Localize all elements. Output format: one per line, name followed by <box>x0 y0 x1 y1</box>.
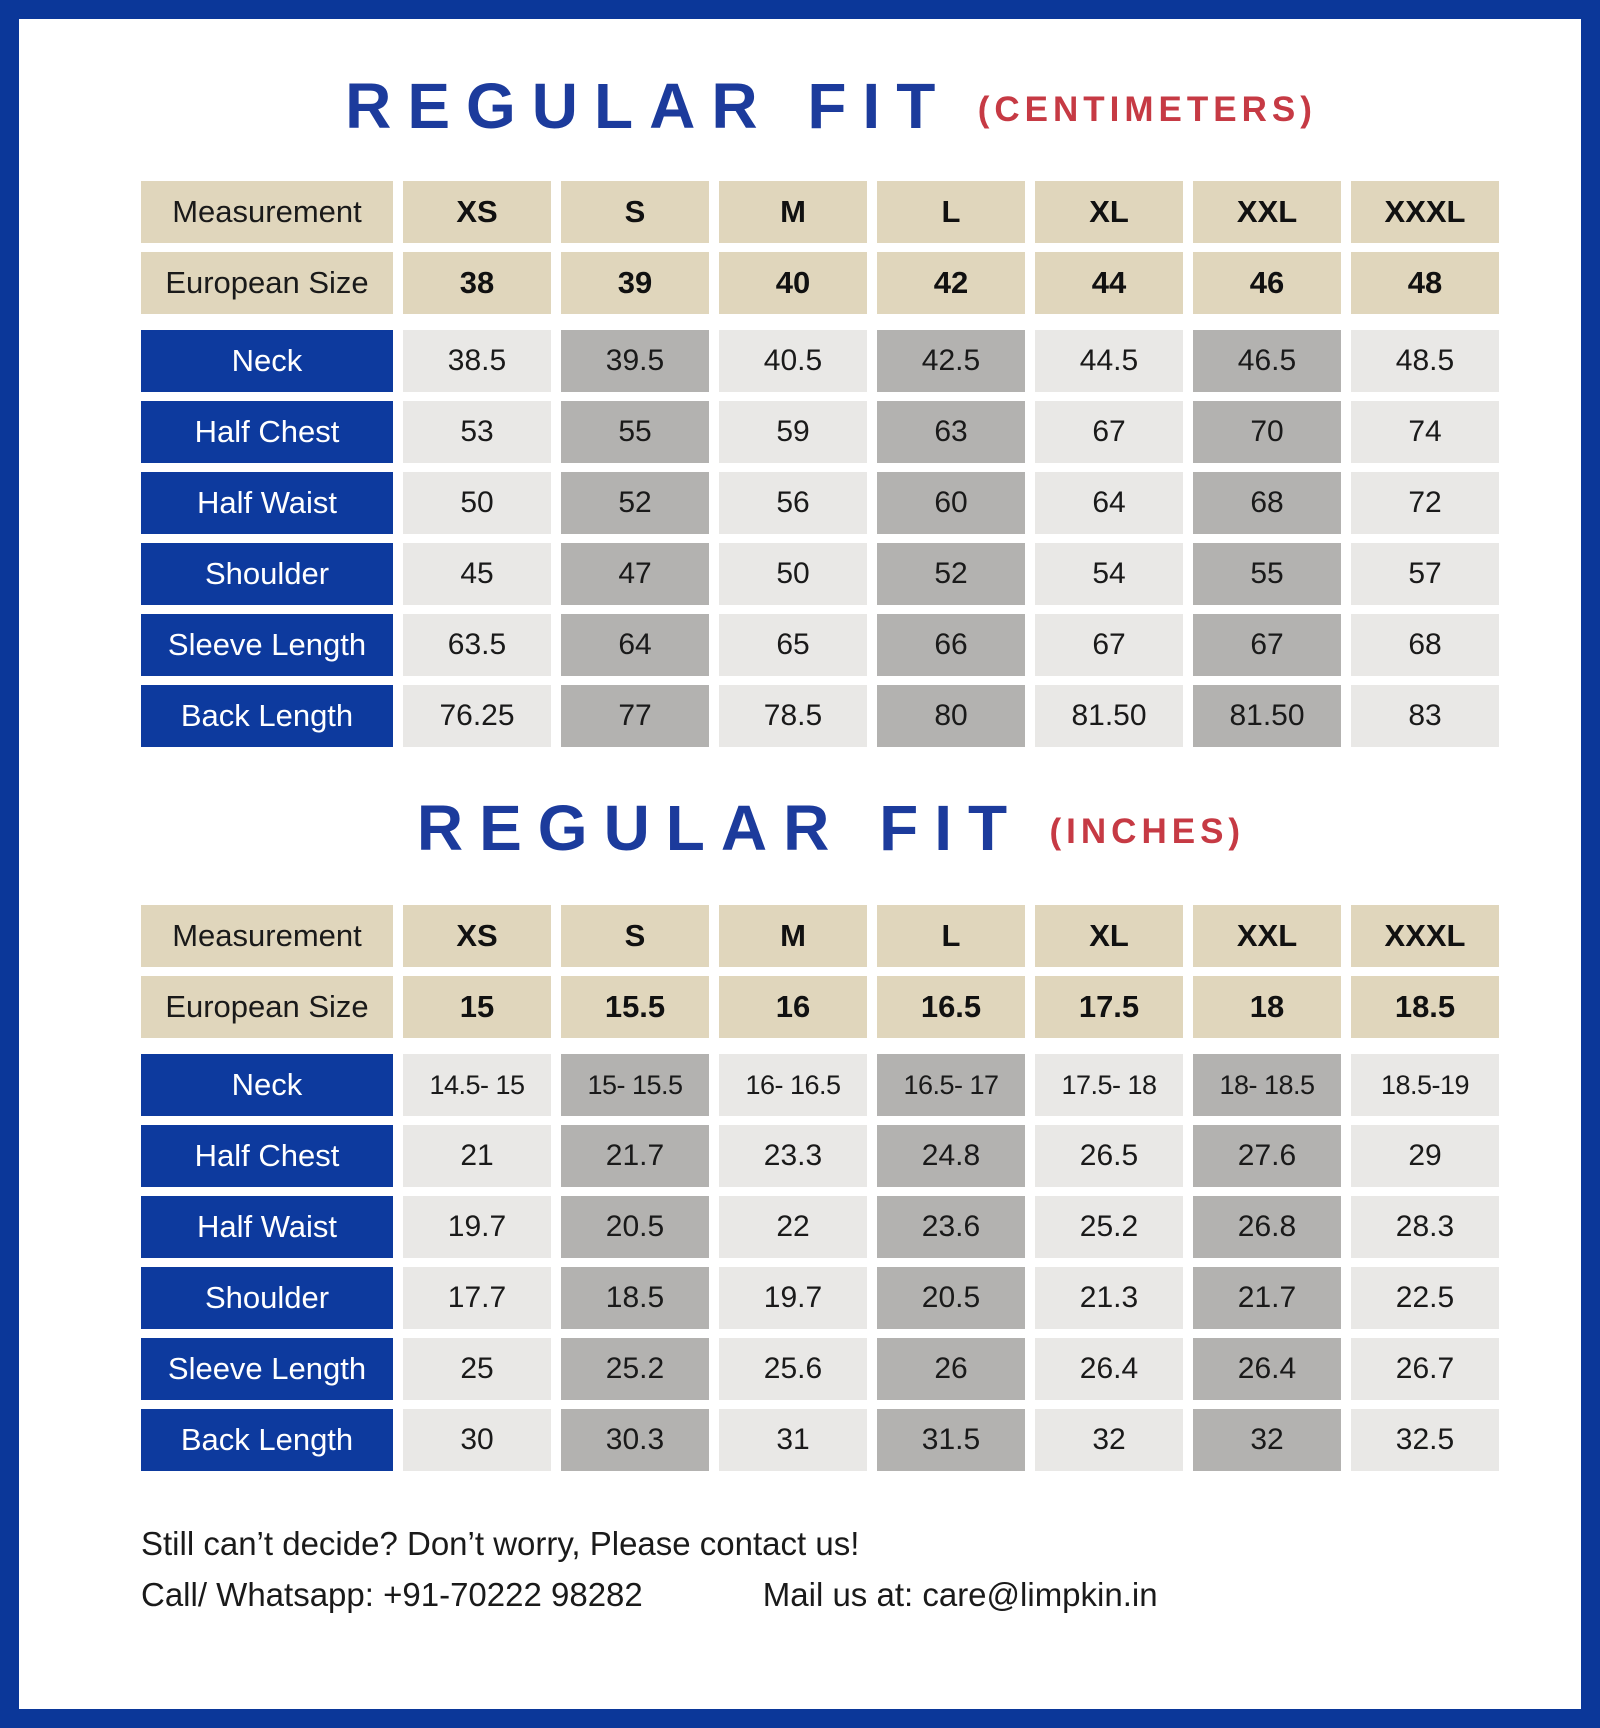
value-cell: 31 <box>719 1409 867 1471</box>
value-cell: 52 <box>877 543 1025 605</box>
value-cell: 32 <box>1193 1409 1341 1471</box>
value-cell: 20.5 <box>877 1267 1025 1329</box>
value-cell: 40.5 <box>719 330 867 392</box>
value-cell: 46.5 <box>1193 330 1341 392</box>
european-size-cell: 15 <box>403 976 551 1038</box>
value-cell: 68 <box>1193 472 1341 534</box>
value-cell: 68 <box>1351 614 1499 676</box>
value-cell: 50 <box>719 543 867 605</box>
value-cell: 52 <box>561 472 709 534</box>
cm-title: REGULAR FIT <box>345 70 952 142</box>
measurement-row-label: Half Chest <box>141 1125 393 1187</box>
inch-unit-label: (INCHES) <box>1049 812 1246 851</box>
measurement-row-label: Shoulder <box>141 543 393 605</box>
value-cell: 24.8 <box>877 1125 1025 1187</box>
inch-table-body <box>141 1054 1521 1471</box>
value-cell: 64 <box>1035 472 1183 534</box>
footer-contact-line <box>141 1574 1521 1615</box>
value-cell: 16- 16.5 <box>719 1054 867 1116</box>
contact-footer <box>141 1523 1521 1616</box>
inch-table-header <box>141 905 1521 1038</box>
value-cell: 17.5- 18 <box>1035 1054 1183 1116</box>
value-cell: 26 <box>877 1338 1025 1400</box>
size-header-cell: XXXL <box>1351 905 1499 967</box>
value-cell: 81.50 <box>1035 685 1183 747</box>
european-size-label-cell: European Size <box>141 976 393 1038</box>
size-header-cell: XL <box>1035 905 1183 967</box>
value-cell: 80 <box>877 685 1025 747</box>
value-cell: 23.6 <box>877 1196 1025 1258</box>
value-cell: 55 <box>561 401 709 463</box>
measurement-header-cell: Measurement <box>141 181 393 243</box>
cm-size-table <box>141 181 1521 747</box>
inch-title-block <box>141 791 1521 865</box>
value-cell: 18- 18.5 <box>1193 1054 1341 1116</box>
measurement-row-label: Neck <box>141 330 393 392</box>
measurement-row-label: Sleeve Length <box>141 1338 393 1400</box>
value-cell: 19.7 <box>403 1196 551 1258</box>
value-cell: 32.5 <box>1351 1409 1499 1471</box>
value-cell: 30 <box>403 1409 551 1471</box>
value-cell: 63 <box>877 401 1025 463</box>
value-cell: 60 <box>877 472 1025 534</box>
european-size-cell: 16 <box>719 976 867 1038</box>
value-cell: 20.5 <box>561 1196 709 1258</box>
size-header-cell: L <box>877 905 1025 967</box>
size-header-cell: XXXL <box>1351 181 1499 243</box>
value-cell: 25.2 <box>561 1338 709 1400</box>
measurement-row-label: Back Length <box>141 685 393 747</box>
email-contact: Mail us at: care@limpkin.in <box>762 1576 1158 1614</box>
value-cell: 21.7 <box>1193 1267 1341 1329</box>
value-cell: 50 <box>403 472 551 534</box>
measurement-row-label: Half Waist <box>141 1196 393 1258</box>
phone-contact: Call/ Whatsapp: +91-70222 98282 <box>141 1576 643 1614</box>
size-header-cell: S <box>561 905 709 967</box>
value-cell: 67 <box>1035 401 1183 463</box>
european-size-cell: 48 <box>1351 252 1499 314</box>
measurement-row-label: Shoulder <box>141 1267 393 1329</box>
size-header-cell: XXL <box>1193 905 1341 967</box>
value-cell: 39.5 <box>561 330 709 392</box>
value-cell: 25.2 <box>1035 1196 1183 1258</box>
size-header-cell: XL <box>1035 181 1183 243</box>
value-cell: 81.50 <box>1193 685 1341 747</box>
value-cell: 23.3 <box>719 1125 867 1187</box>
value-cell: 72 <box>1351 472 1499 534</box>
value-cell: 31.5 <box>877 1409 1025 1471</box>
european-size-cell: 38 <box>403 252 551 314</box>
value-cell: 57 <box>1351 543 1499 605</box>
measurement-header-cell: Measurement <box>141 905 393 967</box>
inch-title: REGULAR FIT <box>416 792 1024 864</box>
value-cell: 25.6 <box>719 1338 867 1400</box>
value-cell: 67 <box>1035 614 1183 676</box>
value-cell: 38.5 <box>403 330 551 392</box>
measurement-row-label: Half Waist <box>141 472 393 534</box>
value-cell: 25 <box>403 1338 551 1400</box>
european-size-cell: 16.5 <box>877 976 1025 1038</box>
size-header-cell: L <box>877 181 1025 243</box>
value-cell: 53 <box>403 401 551 463</box>
value-cell: 44.5 <box>1035 330 1183 392</box>
value-cell: 74 <box>1351 401 1499 463</box>
cm-table-body <box>141 330 1521 747</box>
value-cell: 77 <box>561 685 709 747</box>
european-size-cell: 18.5 <box>1351 976 1499 1038</box>
value-cell: 55 <box>1193 543 1341 605</box>
size-header-cell: M <box>719 905 867 967</box>
size-header-cell: XS <box>403 181 551 243</box>
value-cell: 83 <box>1351 685 1499 747</box>
value-cell: 47 <box>561 543 709 605</box>
value-cell: 21 <box>403 1125 551 1187</box>
european-size-cell: 46 <box>1193 252 1341 314</box>
measurement-row-label: Half Chest <box>141 401 393 463</box>
value-cell: 14.5- 15 <box>403 1054 551 1116</box>
value-cell: 18.5 <box>561 1267 709 1329</box>
value-cell: 66 <box>877 614 1025 676</box>
value-cell: 65 <box>719 614 867 676</box>
value-cell: 64 <box>561 614 709 676</box>
value-cell: 59 <box>719 401 867 463</box>
value-cell: 30.3 <box>561 1409 709 1471</box>
value-cell: 56 <box>719 472 867 534</box>
measurement-row-label: Back Length <box>141 1409 393 1471</box>
value-cell: 32 <box>1035 1409 1183 1471</box>
value-cell: 15- 15.5 <box>561 1054 709 1116</box>
value-cell: 26.4 <box>1035 1338 1183 1400</box>
value-cell: 21.7 <box>561 1125 709 1187</box>
value-cell: 16.5- 17 <box>877 1054 1025 1116</box>
value-cell: 22.5 <box>1351 1267 1499 1329</box>
value-cell: 21.3 <box>1035 1267 1183 1329</box>
value-cell: 76.25 <box>403 685 551 747</box>
european-size-cell: 42 <box>877 252 1025 314</box>
cm-table-header <box>141 181 1521 314</box>
inch-size-table <box>141 905 1521 1471</box>
measurement-row-label: Neck <box>141 1054 393 1116</box>
value-cell: 22 <box>719 1196 867 1258</box>
value-cell: 70 <box>1193 401 1341 463</box>
value-cell: 54 <box>1035 543 1183 605</box>
value-cell: 27.6 <box>1193 1125 1341 1187</box>
value-cell: 18.5-19 <box>1351 1054 1499 1116</box>
european-size-label-cell: European Size <box>141 252 393 314</box>
value-cell: 29 <box>1351 1125 1499 1187</box>
size-header-cell: S <box>561 181 709 243</box>
european-size-cell: 39 <box>561 252 709 314</box>
footer-help-text: Still can’t decide? Don’t worry, Please contact us! <box>141 1525 860 1562</box>
value-cell: 26.7 <box>1351 1338 1499 1400</box>
value-cell: 26.5 <box>1035 1125 1183 1187</box>
european-size-cell: 15.5 <box>561 976 709 1038</box>
european-size-cell: 44 <box>1035 252 1183 314</box>
value-cell: 26.4 <box>1193 1338 1341 1400</box>
value-cell: 19.7 <box>719 1267 867 1329</box>
value-cell: 42.5 <box>877 330 1025 392</box>
size-header-cell: XS <box>403 905 551 967</box>
cm-title-block <box>141 69 1521 143</box>
value-cell: 45 <box>403 543 551 605</box>
value-cell: 28.3 <box>1351 1196 1499 1258</box>
size-chart-content <box>19 69 1581 1616</box>
value-cell: 48.5 <box>1351 330 1499 392</box>
measurement-row-label: Sleeve Length <box>141 614 393 676</box>
size-header-cell: XXL <box>1193 181 1341 243</box>
european-size-cell: 17.5 <box>1035 976 1183 1038</box>
value-cell: 17.7 <box>403 1267 551 1329</box>
value-cell: 67 <box>1193 614 1341 676</box>
european-size-cell: 18 <box>1193 976 1341 1038</box>
european-size-cell: 40 <box>719 252 867 314</box>
value-cell: 63.5 <box>403 614 551 676</box>
value-cell: 26.8 <box>1193 1196 1341 1258</box>
cm-unit-label: (CENTIMETERS) <box>977 90 1317 129</box>
size-header-cell: M <box>719 181 867 243</box>
value-cell: 78.5 <box>719 685 867 747</box>
